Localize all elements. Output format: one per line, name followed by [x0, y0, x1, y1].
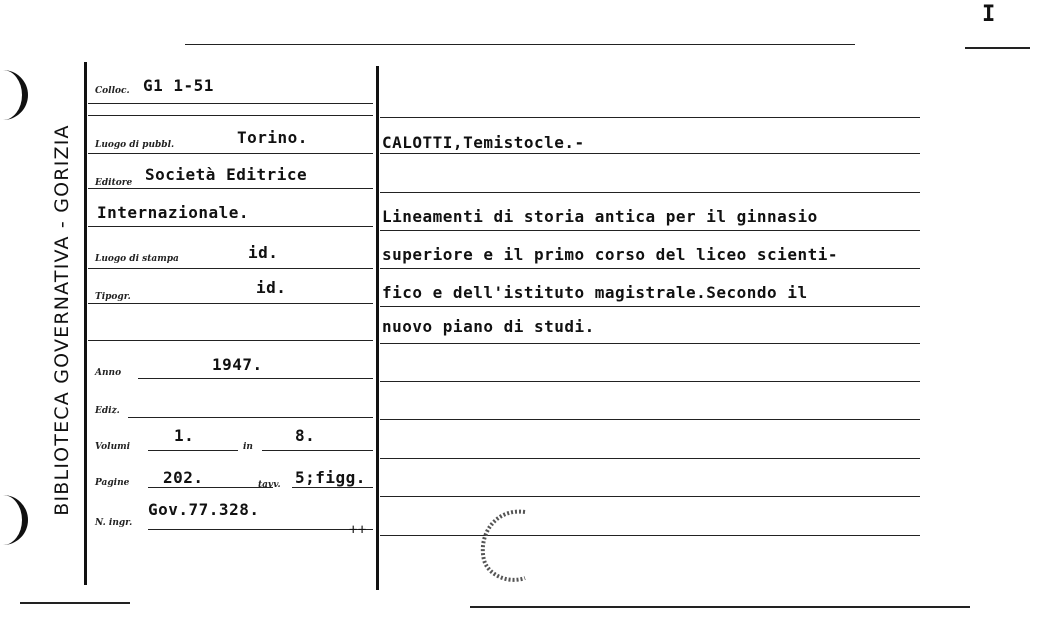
center-divider-rule: [376, 66, 379, 590]
value-anno: 1947.: [212, 355, 263, 374]
value-tipografia: id.: [256, 278, 287, 297]
label-luogo-pubbl: Luogo di pubbl.: [95, 140, 175, 150]
label-luogo-stampa: Luogo di stampa: [95, 254, 179, 264]
title-line-4: nuovo piano di studi.: [382, 317, 595, 336]
value-collocazione: G1 1-51: [143, 76, 214, 95]
punch-hole-mark: [470, 500, 540, 590]
rule: [380, 381, 920, 382]
corner-mark: I: [982, 2, 996, 27]
label-tavole: tavv.: [258, 480, 281, 490]
author: CALOTTI,Temistocle.-: [382, 133, 585, 152]
label-edizione: Ediz.: [95, 406, 120, 416]
top-edge-line: [185, 44, 855, 45]
label-editore: Editore: [95, 178, 133, 188]
label-collocazione: Colloc.: [95, 86, 130, 96]
label-anno: Anno: [95, 368, 122, 378]
rule: [88, 103, 373, 104]
rule: [262, 450, 373, 451]
institution-stamp: BIBLIOTECA GOVERNATIVA - GORIZIA: [51, 124, 73, 516]
value-editore-line1: Società Editrice: [145, 165, 308, 184]
left-margin-rule: [84, 62, 87, 585]
rule: [88, 226, 373, 227]
label-in: in: [243, 442, 253, 452]
left-punch-hole-bottom: [0, 495, 28, 545]
label-tipografia: Tipogr.: [95, 292, 131, 302]
value-luogo-stampa: id.: [248, 243, 279, 262]
rule: [148, 487, 273, 488]
rule: [88, 153, 373, 154]
rule: [88, 115, 373, 116]
value-n-ingresso: Gov.77.328.: [148, 500, 260, 519]
rule: [380, 153, 920, 154]
rule: [88, 268, 373, 269]
value-volumi: 1.: [174, 426, 195, 445]
rule: [380, 419, 920, 420]
rule: [128, 417, 373, 418]
rule: [380, 230, 920, 231]
title-line-1: Lineamenti di storia antica per il ginnasio: [382, 207, 818, 226]
rule: [88, 188, 373, 189]
rule: [380, 192, 920, 193]
tick-mark: ++: [349, 522, 367, 538]
bottom-edge-line: [20, 602, 130, 604]
value-in: 8.: [295, 426, 316, 445]
rule: [380, 535, 920, 536]
label-volumi: Volumi: [95, 442, 131, 452]
title-line-3: fico e dell'istituto magistrale.Secondo il: [382, 283, 808, 302]
title-line-2: superiore e il primo corso del liceo scienti-: [382, 245, 838, 264]
rule: [380, 306, 920, 307]
left-punch-hole-top: [0, 70, 28, 120]
value-pagine: 202.: [163, 468, 204, 487]
rule: [88, 303, 373, 304]
rule: [380, 458, 920, 459]
value-editore-line2: Internazionale.: [97, 203, 249, 222]
rule: [380, 268, 920, 269]
rule: [380, 117, 920, 118]
top-right-edge-line: [965, 47, 1030, 49]
rule: [138, 378, 373, 379]
rule: [148, 450, 238, 451]
rule: [88, 340, 373, 341]
rule: [292, 487, 373, 488]
rule: [148, 529, 373, 530]
bottom-edge-line-right: [470, 606, 970, 608]
value-luogo-pubbl: Torino.: [237, 128, 308, 147]
label-pagine: Pagine: [95, 478, 130, 488]
rule: [380, 496, 920, 497]
rule: [380, 343, 920, 344]
label-n-ingresso: N. ingr.: [95, 518, 133, 528]
value-tavole: 5;figg.: [295, 468, 366, 487]
